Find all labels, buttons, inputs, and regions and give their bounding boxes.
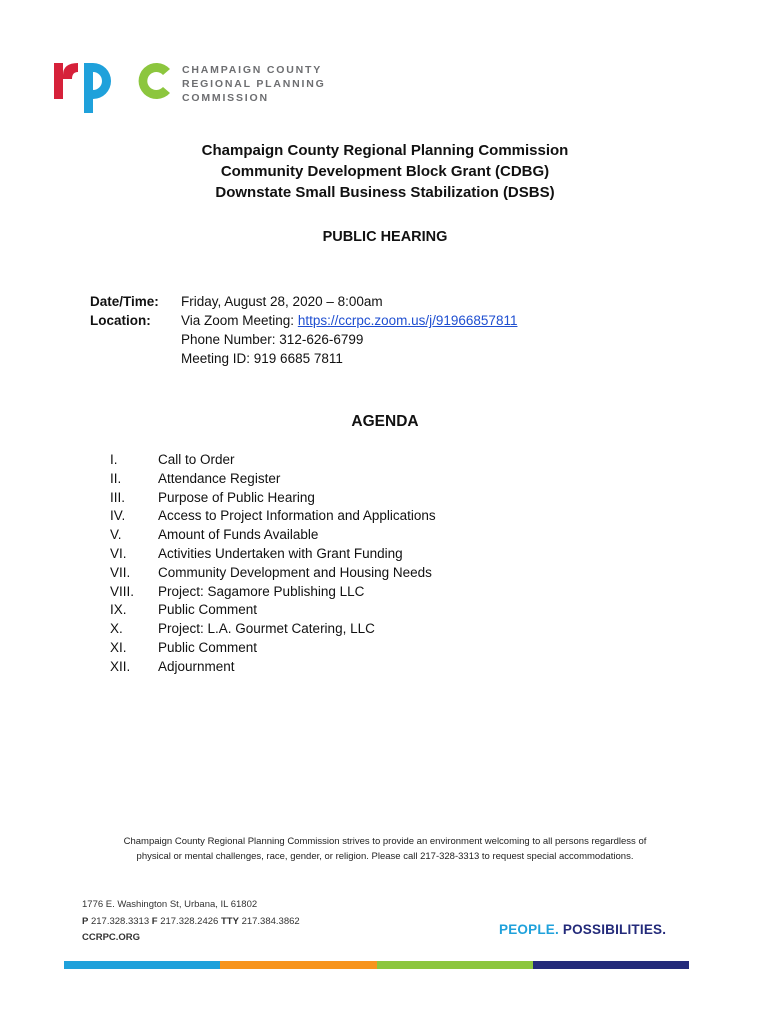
agenda-item [110,639,436,658]
tagline-possibilities: POSSIBILITIES. [562,922,667,937]
agenda-text: Project: Sagamore Publishing LLC [158,583,365,599]
date-value: Friday, August 28, 2020 – 8:00am [181,294,383,309]
website[interactable]: CCRPC.ORG [82,932,141,943]
agenda-item [110,658,436,677]
title-line: Community Development Block Grant (CDBG) [220,163,550,180]
agenda-num: VII. [110,564,131,580]
bar-segment-navy [533,961,689,969]
agenda-item [110,545,436,564]
agenda-num: V. [110,527,122,543]
date-label: Date/Time: [90,294,159,309]
agenda-text: Project: L.A. Gourmet Catering, LLC [158,621,375,637]
phone-value: 217.328.3313 [90,915,150,927]
agenda-text: Public Comment [158,639,258,655]
agenda-text: Amount of Funds Available [158,527,319,543]
logo-r-stem [54,63,63,99]
logo-line: COMMISSION [182,92,269,104]
logo-line: CHAMPAIGN COUNTY [182,64,323,76]
notice-line: physical or mental challenges, race, gender, or religion. Please call 217-328-3313 to request special accommodations. [136,851,634,862]
bar-segment-orange [220,961,376,969]
agenda-text: Activities Undertaken with Grant Funding [158,545,403,561]
logo-c [139,63,170,99]
footer-color-bar [64,961,689,969]
hearing-title: PUBLIC HEARING [322,229,448,245]
phone-number: Phone Number: 312-626-6799 [181,332,364,347]
agenda-num: III. [110,489,126,505]
agenda-num: XII. [110,658,131,674]
agenda-num: XI. [110,639,127,655]
bar-segment-green [377,961,533,969]
logo-p-bowl [93,63,111,99]
tty-value: 217.384.3862 [241,915,300,927]
meeting-info [90,292,517,368]
agenda-text: Access to Project Information and Applications [158,508,436,524]
logo-r-arc [63,63,78,79]
agenda-item [110,489,436,508]
agenda-title: AGENDA [351,413,419,430]
agenda-item [110,470,436,489]
tty-label: TTY [220,915,239,927]
rpc-logo [52,57,172,115]
tagline-people: PEOPLE. [499,922,559,937]
phone-label: P [82,915,89,927]
agenda-num: VIII. [110,583,135,599]
title-line: Downstate Small Business Stabilization (DSBS) [215,184,555,201]
agenda-num: II. [110,470,122,486]
agenda-list [110,451,436,677]
agenda-item [110,564,436,583]
notice-line: Champaign County Regional Planning Commission strives to provide an environment welcoming to all persons regardless of [123,836,647,847]
bar-segment-blue [64,961,220,969]
title-line: Champaign County Regional Planning Commission [201,142,569,159]
agenda-text: Public Comment [158,602,258,618]
agenda-item [110,583,436,602]
tagline [499,922,666,937]
phone-line [82,914,300,931]
street-address: 1776 E. Washington St, Urbana, IL 61802 [82,899,258,910]
logo-p-stem [84,63,93,113]
agenda-num: X. [110,621,123,637]
meeting-id: Meeting ID: 919 6685 7811 [181,351,343,366]
agenda-text: Attendance Register [158,470,281,486]
agenda-text: Community Development and Housing Needs [158,564,432,580]
agenda-num: IV. [110,508,126,524]
agenda-item [110,526,436,545]
agenda-num: IX. [110,602,127,618]
document-titles [0,140,770,203]
zoom-link[interactable]: https://ccrpc.zoom.us/j/91966857811 [297,313,518,328]
agenda-text: Adjournment [158,658,235,674]
logo-line: REGIONAL PLANNING [182,78,326,90]
agenda-item [110,620,436,639]
logo-wordmark [182,63,326,105]
agenda-num: VI. [110,545,127,561]
zoom-prefix: Via Zoom Meeting: [181,313,295,328]
agenda-item [110,451,436,470]
fax-value: 217.328.2426 [160,915,219,927]
agenda-num: I. [110,452,118,467]
location-label: Location: [90,313,151,328]
fax-label: F [151,915,158,927]
agenda-text: Call to Order [158,452,235,467]
accessibility-notice [80,834,690,864]
agenda-item [110,507,436,526]
footer-address [82,897,300,947]
agenda-item [110,601,436,620]
agenda-text: Purpose of Public Hearing [158,489,315,505]
